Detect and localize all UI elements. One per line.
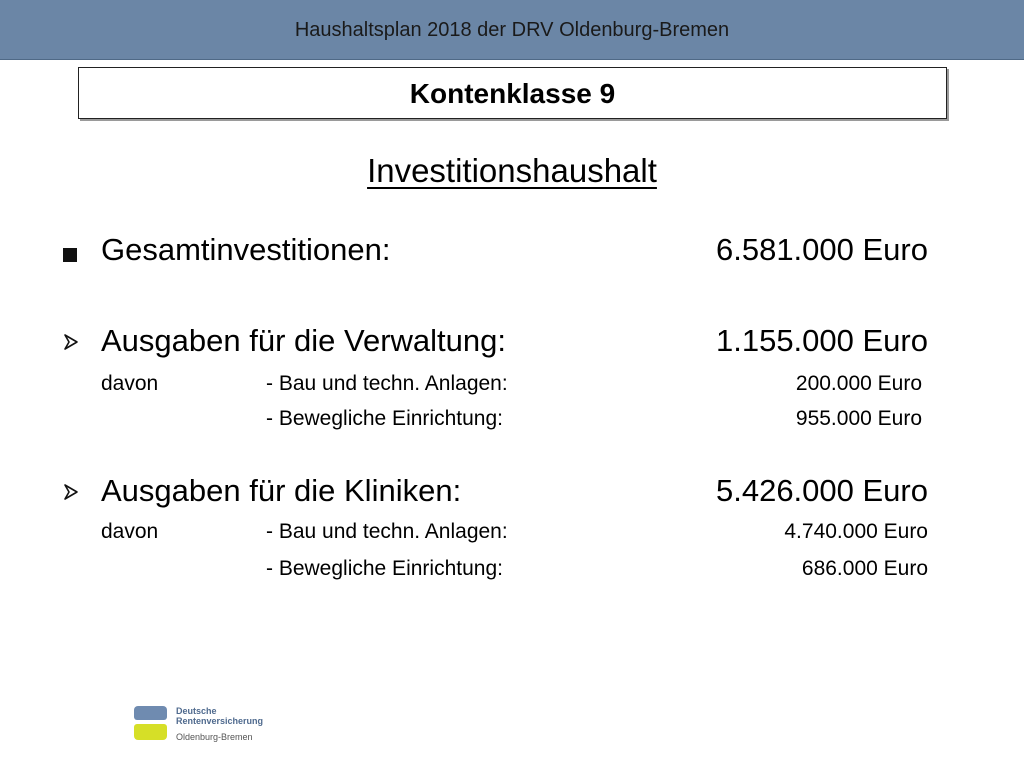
logo-yellow-shape-icon [134,724,167,740]
logo-text: Rentenversicherung [176,716,264,726]
kliniken-item-value: 4.740.000 Euro [784,520,928,543]
kliniken-item-label: - Bewegliche Einrichtung: [266,557,503,580]
kliniken-item-label: - Bau und techn. Anlagen: [266,520,508,543]
drv-logo [134,706,294,746]
total-value: 6.581.000 Euro [715,232,928,267]
arrow-bullet-icon [62,333,80,351]
verwaltung-davon: davon [101,372,159,395]
subtitle: Investitionshaushalt [367,152,657,189]
header-bar [0,0,1024,60]
verwaltung-item-value: 200.000 Euro [795,372,922,395]
kliniken-value: 5.426.000 Euro [715,473,928,508]
verwaltung-item-label: - Bau und techn. Anlagen: [266,372,508,395]
total-label: Gesamtinvestitionen: [101,232,391,267]
logo-subtext: Oldenburg-Bremen [176,732,253,742]
verwaltung-item-label: - Bewegliche Einrichtung: [266,407,503,430]
kliniken-davon: davon [101,520,159,543]
verwaltung-item-value: 955.000 Euro [795,407,922,430]
section-title: Kontenklasse 9 [409,78,616,109]
verwaltung-value: 1.155.000 Euro [715,323,928,358]
arrow-bullet-icon [62,483,80,501]
kliniken-item-value: 686.000 Euro [801,557,928,580]
verwaltung-label: Ausgaben für die Verwaltung: [101,323,506,358]
logo-blue-shape-icon [134,706,167,720]
header-title: Haushaltsplan 2018 der DRV Oldenburg-Bremen [294,19,730,41]
square-bullet-icon [63,248,77,262]
logo-text: Deutsche [176,706,217,716]
section-title-box [78,67,947,119]
kliniken-label: Ausgaben für die Kliniken: [101,473,462,508]
